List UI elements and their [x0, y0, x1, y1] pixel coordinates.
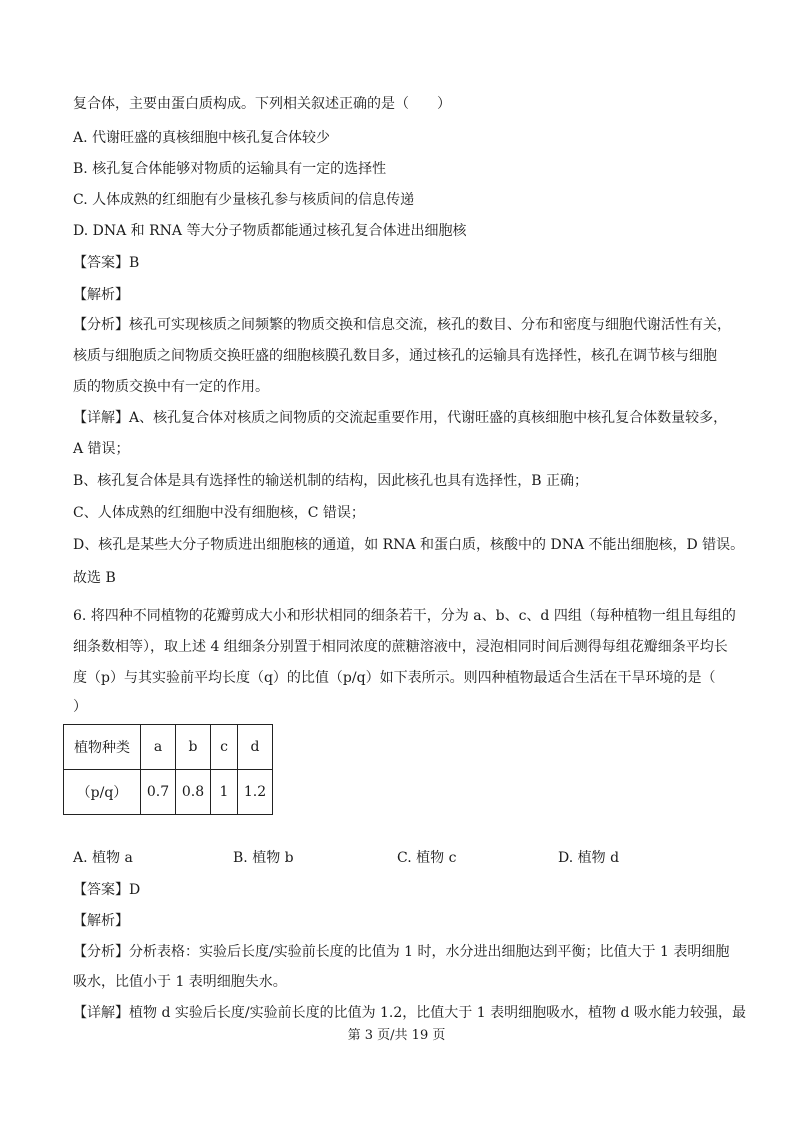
q5-analysis-label: 【解析】 [73, 287, 129, 303]
q6-stem-line-1: 6. 将四种不同植物的花瓣剪成大小和形状相同的细条若干，分为 a、b、c、d 四组（每种植物一组且每组的 [73, 608, 736, 624]
table-row [64, 725, 273, 770]
q5-option-b: B. 核孔复合体能够对物质的运输具有一定的选择性 [73, 161, 387, 177]
q5-option-c: C. 人体成熟的红细胞有少量核孔参与核质间的信息传递 [73, 192, 415, 208]
q5-detail-line-5: D、核孔是某些大分子物质进出细胞核的通道，如 RNA 和蛋白质，核酸中的 DNA 不能出细胞核，D 错误。 [73, 537, 745, 553]
q6-option-b: B. 植物 b [233, 850, 294, 866]
page-footer: 第 3 页/共 19 页 [347, 1028, 446, 1043]
q5-analysis-line-2: 核质与细胞质之间物质交换旺盛的细胞核膜孔数目多，通过核孔的运输具有选择性，核孔在调节核与细胞 [73, 348, 717, 364]
q5-detail-line-4: C、人体成熟的红细胞中没有细胞核，C 错误； [73, 505, 365, 521]
table-col-a: a [141, 725, 176, 770]
q6-answer: 【答案】D [73, 882, 141, 898]
q5-analysis-line-1: 【分析】核孔可实现核质之间频繁的物质交换和信息交流，核孔的数目、分布和密度与细胞代谢活性有关， [73, 317, 731, 333]
q6-stem-line-4: ） [73, 699, 87, 715]
q6-stem-line-3: 度（p）与其实验前平均长度（q）的比值（p/q）如下表所示。则四种植物最适合生活在干旱环境的是（ [73, 670, 716, 686]
q5-detail-line-3: B、核孔复合体是具有选择性的输送机制的结构，因此核孔也具有选择性，B 正确； [73, 473, 589, 489]
q5-analysis-line-3: 质的物质交换中有一定的作用。 [73, 379, 269, 395]
table-header-label: 植物种类 [64, 725, 141, 770]
q6-option-d: D. 植物 d [558, 850, 620, 866]
q5-detail-line-6: 故选 B [73, 570, 116, 586]
q6-analysis-line-1: 【分析】分析表格：实验后长度/实验前长度的比值为 1 时，水分进出细胞达到平衡；比值大于 1 表明细胞 [73, 944, 730, 960]
table-value-d: 1.2 [238, 770, 273, 815]
q6-option-a: A. 植物 a [73, 850, 133, 866]
q6-data-table [63, 724, 273, 815]
table-col-b: b [176, 725, 211, 770]
q6-stem-line-2: 细条数相等），取上述 4 组细条分别置于相同浓度的蔗糖溶液中，浸泡相同时间后测得每组花瓣细条平均长 [73, 639, 728, 655]
table-row [64, 770, 273, 815]
q5-answer: 【答案】B [73, 255, 140, 271]
table-value-b: 0.8 [176, 770, 211, 815]
table-row-label: （p/q） [64, 770, 141, 815]
table-value-a: 0.7 [141, 770, 176, 815]
q5-stem-tail: 复合体，主要由蛋白质构成。下列相关叙述正确的是（ ） [73, 96, 451, 112]
table-value-c: 1 [211, 770, 238, 815]
q6-option-c: C. 植物 c [397, 850, 457, 866]
q6-analysis-label: 【解析】 [73, 913, 129, 929]
table-col-d: d [238, 725, 273, 770]
q5-option-d: D. DNA 和 RNA 等大分子物质都能通过核孔复合体进出细胞核 [73, 223, 467, 239]
q6-detail-line-1: 【详解】植物 d 实验后长度/实验前长度的比值为 1.2，比值大于 1 表明细胞吸水，植物 d 吸水能力较强，最 [73, 1005, 746, 1021]
q5-detail-line-1: 【详解】A、核孔复合体对核质之间物质的交流起重要作用，代谢旺盛的真核细胞中核孔复合体数量较多， [73, 410, 728, 426]
table-col-c: c [211, 725, 238, 770]
q5-option-a: A. 代谢旺盛的真核细胞中核孔复合体较少 [73, 130, 331, 146]
q5-detail-line-2: A 错误； [73, 441, 130, 457]
q6-analysis-line-2: 吸水，比值小于 1 表明细胞失水。 [73, 974, 287, 990]
